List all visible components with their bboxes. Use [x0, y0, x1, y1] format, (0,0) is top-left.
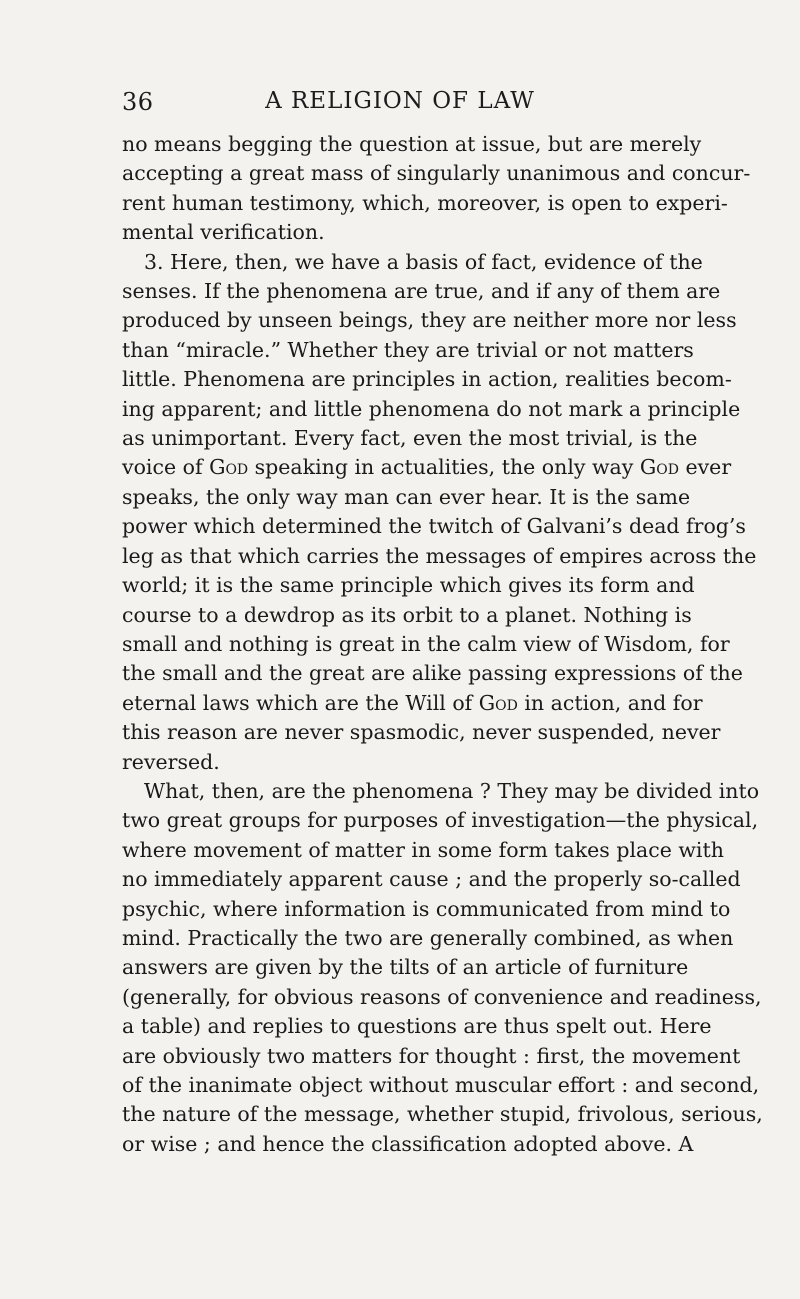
text-line: 3. Here, then, we have a basis of fact, evidence of the: [144, 249, 703, 274]
text-line: little. Phenomena are principles in action, realities becom-: [122, 367, 732, 392]
paragraph: [122, 248, 757, 777]
text-line: ing apparent; and little phenomena do not mark a principle: [122, 396, 741, 421]
text-line: no immediately apparent cause ; and the properly so-called: [122, 867, 741, 892]
text-line: senses. If the phenomena are true, and if any of them are: [122, 279, 721, 304]
text-line: voice of God speaking in actualities, the only way God ever: [122, 455, 732, 480]
body-text: [122, 130, 763, 1159]
text-line: What, then, are the phenomena ? They may be divided into: [144, 778, 760, 803]
paragraph: [122, 130, 751, 248]
text-line: answers are given by the tilts of an article of furniture: [122, 955, 689, 980]
page-number: 36: [122, 88, 154, 116]
text-line: rent human testimony, which, moreover, is open to experi-: [122, 190, 728, 215]
text-line: small and nothing is great in the calm view of Wisdom, for: [122, 631, 730, 656]
text-line: where movement of matter in some form takes place with: [122, 837, 724, 862]
text-line: world; it is the same principle which gives its form and: [122, 573, 695, 598]
text-line: reversed.: [122, 749, 220, 774]
text-line: two great groups for purposes of investigation—the physical,: [122, 808, 759, 833]
text-line: power which determined the twitch of Galvani’s dead frog’s: [122, 514, 746, 539]
text-line: as unimportant. Every fact, even the most trivial, is the: [122, 426, 698, 451]
text-line: course to a dewdrop as its orbit to a planet. Nothing is: [122, 602, 692, 627]
text-line: a table) and replies to questions are thus spelt out. Here: [122, 1014, 712, 1039]
text-line: the small and the great are alike passing expressions of the: [122, 661, 743, 686]
text-line: (generally, for obvious reasons of convenience and readiness,: [122, 984, 762, 1009]
text-line: than “miracle.” Whether they are trivial or not matters: [122, 337, 694, 362]
text-line: leg as that which carries the messages of empires across the: [122, 543, 757, 568]
text-line: the nature of the message, whether stupid, frivolous, serious,: [122, 1102, 763, 1127]
text-line: produced by unseen beings, they are neither more nor less: [122, 308, 737, 333]
text-line: no means begging the question at issue, but are merely: [122, 132, 702, 156]
text-line: or wise ; and hence the classification adopted above. A: [122, 1131, 694, 1156]
text-line: eternal laws which are the Will of God in action, and for: [122, 690, 703, 715]
text-line: mind. Practically the two are generally combined, as when: [122, 925, 734, 950]
paragraph: [122, 777, 763, 1159]
text-line: accepting a great mass of singularly unanimous and concur-: [122, 161, 751, 186]
text-line: are obviously two matters for thought : first, the movement: [122, 1043, 741, 1068]
text-line: of the inanimate object without muscular effort : and second,: [122, 1073, 760, 1097]
text-line: speaks, the only way man can ever hear. It is the same: [122, 484, 691, 509]
running-title: A RELIGION OF LAW: [265, 88, 535, 114]
text-line: psychic, where information is communicated from mind to: [122, 896, 731, 921]
text-line: mental verification.: [122, 220, 325, 245]
text-line: this reason are never spasmodic, never suspended, never: [122, 720, 721, 745]
running-head: [122, 88, 678, 118]
